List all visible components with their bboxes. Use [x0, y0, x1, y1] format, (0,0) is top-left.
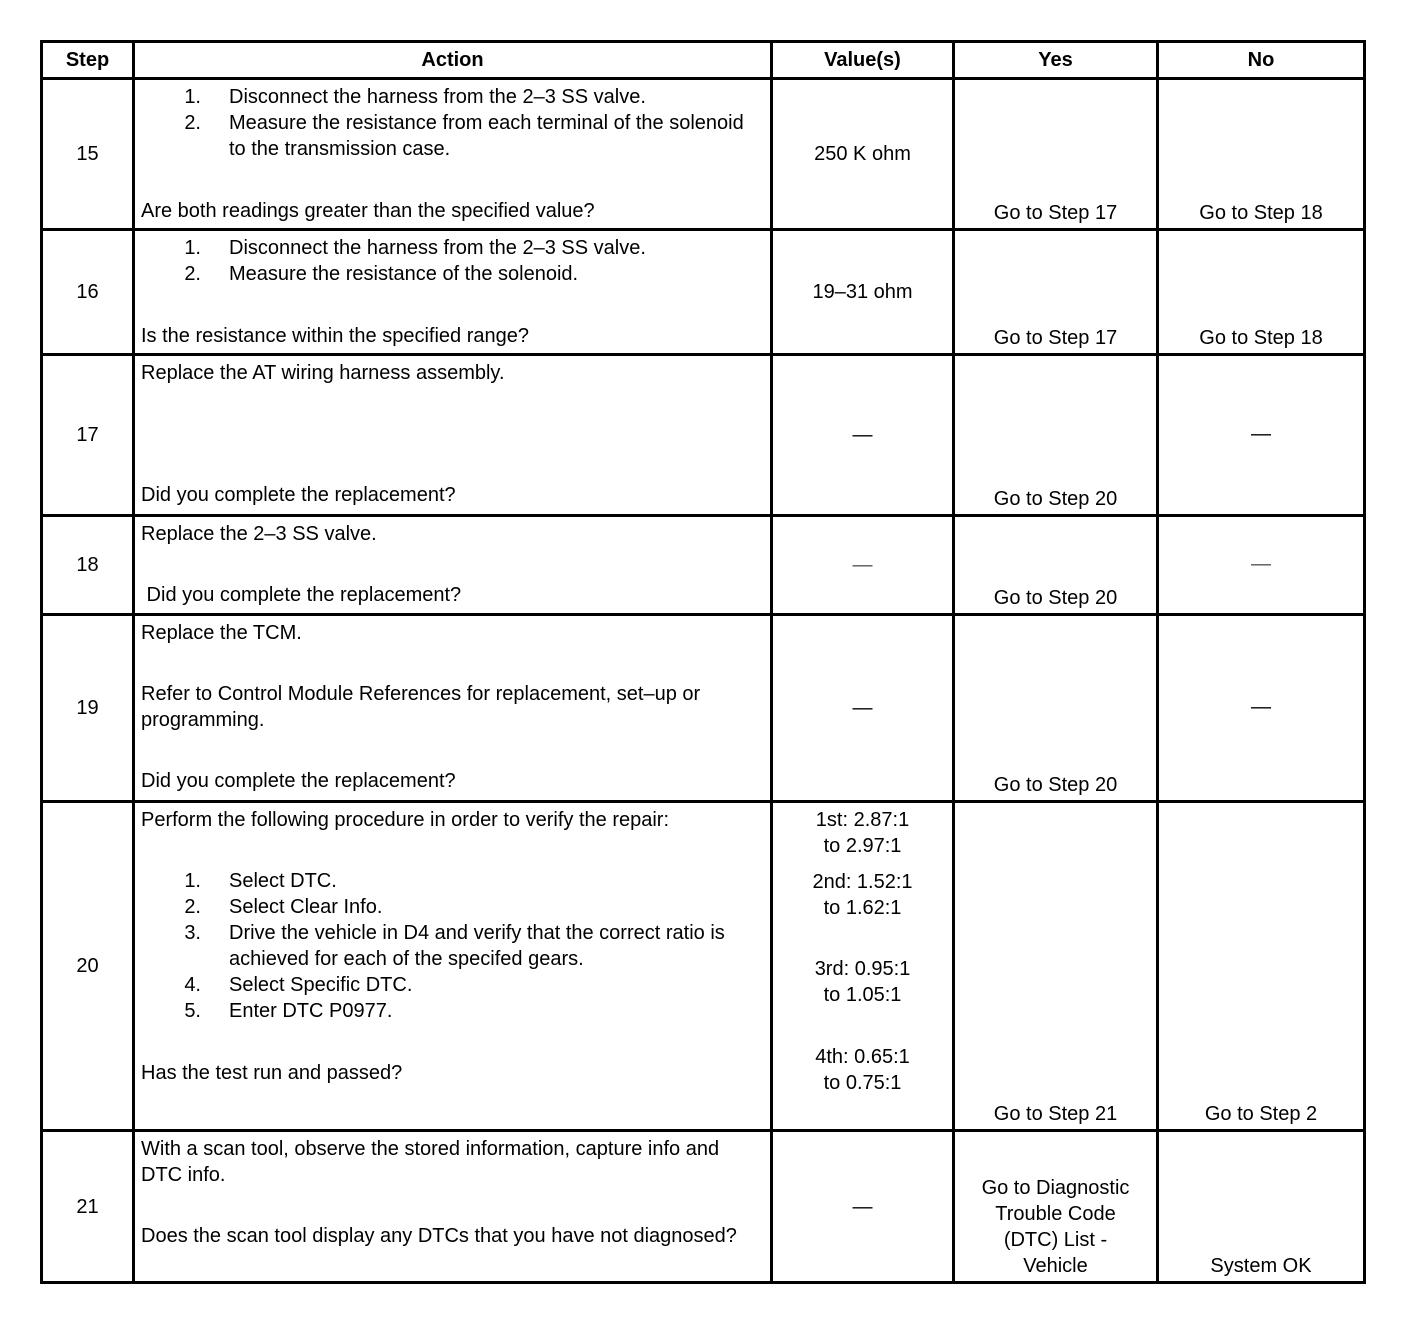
action-intro: Replace the AT wiring harness assembly. — [141, 362, 505, 384]
value-text: 19–31 ohm — [812, 281, 913, 303]
diagnostic-table — [40, 40, 1366, 1284]
list-item: 1. Disconnect the harness from the 2–3 SS valve. — [184, 237, 646, 259]
question: Has the test run and passed? — [141, 1062, 403, 1084]
list-item: 5. Enter DTC P0977. — [184, 1000, 393, 1022]
list-item: 2. Measure the resistance of the solenoid. — [184, 263, 579, 285]
step-number: 18 — [42, 516, 134, 615]
step-number: 16 — [42, 230, 134, 355]
table-row — [42, 615, 1365, 802]
gear-ratio-3rd: 3rd: 0.95:1 to 1.05:1 — [814, 958, 911, 1006]
value-text: 250 K ohm — [814, 143, 911, 165]
value-cell — [772, 1131, 954, 1283]
yes-cell: Go to Step 21 — [954, 802, 1158, 1131]
gear-ratio-4th: 4th: 0.65:1 to 0.75:1 — [815, 1046, 910, 1094]
value-cell — [772, 79, 954, 230]
table-row — [42, 516, 1365, 615]
yes-cell: Go to Step 17 — [954, 79, 1158, 230]
action-cell — [134, 355, 772, 516]
action-intro: Replace the 2–3 SS valve. — [141, 523, 377, 545]
question: Is the resistance within the specified range? — [141, 325, 529, 347]
action-cell — [134, 802, 772, 1131]
value-cell — [772, 516, 954, 615]
no-cell: Go to Step 2 — [1158, 802, 1365, 1131]
no-cell: Go to Step 18 — [1158, 230, 1365, 355]
table-row — [42, 802, 1365, 1131]
value-cell — [772, 230, 954, 355]
action-cell — [134, 615, 772, 802]
list-item: 2. Select Clear Info. — [184, 896, 383, 918]
value-text: — — [852, 697, 873, 719]
step-number: 17 — [42, 355, 134, 516]
list-item: 2. Measure the resistance from each terminal of the solenoid to the transmission case. — [184, 112, 744, 160]
question: Did you complete the replacement? — [141, 484, 456, 506]
action-reference: Refer to Control Module References for replacement, set–up or programming. — [141, 683, 701, 731]
step-number: 21 — [42, 1131, 134, 1283]
header-no: No — [1158, 42, 1365, 79]
header-yes: Yes — [954, 42, 1158, 79]
header-action: Action — [134, 42, 772, 79]
dtc-list-link: Go to Diagnostic Trouble Code (DTC) List - Vehicle — [981, 1177, 1130, 1277]
value-text: — — [852, 1195, 873, 1218]
value-cell — [772, 802, 954, 1131]
list-item: 1. Select DTC. — [184, 870, 337, 892]
value-cell — [772, 615, 954, 802]
action-cell — [134, 79, 772, 230]
yes-cell: Go to Step 20 — [954, 355, 1158, 516]
table-row — [42, 79, 1365, 230]
step-number: 19 — [42, 615, 134, 802]
list-item: 4. Select Specific DTC. — [184, 974, 413, 996]
gear-ratio-1st: 1st: 2.87:1 to 2.97:1 — [815, 809, 910, 857]
gear-ratio-2nd: 2nd: 1.52:1 to 1.62:1 — [812, 871, 913, 919]
action-steps — [141, 868, 762, 1024]
yes-cell — [954, 1131, 1158, 1283]
no-cell: Go to Step 18 — [1158, 79, 1365, 230]
value-cell — [772, 355, 954, 516]
value-text: — — [852, 424, 873, 446]
list-item: 3. Drive the vehicle in D4 and verify that the correct ratio is achieved for each of the specifed gears. — [184, 922, 725, 970]
header-step: Step — [42, 42, 134, 79]
header-row — [42, 42, 1365, 79]
action-steps — [141, 235, 762, 287]
table-row — [42, 230, 1365, 355]
question: Are both readings greater than the specified value? — [141, 200, 595, 222]
yes-cell: Go to Step 20 — [954, 615, 1158, 802]
step-number: 20 — [42, 802, 134, 1131]
action-intro: Perform the following procedure in order to verify the repair: — [141, 809, 670, 831]
question: Does the scan tool display any DTCs that you have not diagnosed? — [141, 1225, 737, 1247]
no-cell: — — [1158, 516, 1365, 615]
question: Did you complete the replacement? — [141, 584, 462, 606]
header-values: Value(s) — [772, 42, 954, 79]
value-text: — — [852, 554, 873, 576]
action-cell — [134, 1131, 772, 1283]
step-number: 15 — [42, 79, 134, 230]
action-cell — [134, 230, 772, 355]
action-cell — [134, 516, 772, 615]
no-cell: — — [1158, 355, 1365, 516]
yes-cell: Go to Step 17 — [954, 230, 1158, 355]
action-steps — [141, 84, 762, 162]
action-intro: With a scan tool, observe the stored information, capture info and DTC info. — [141, 1138, 720, 1186]
table-row — [42, 355, 1365, 516]
no-cell: — — [1158, 615, 1365, 802]
action-intro: Replace the TCM. — [141, 622, 302, 644]
yes-cell: Go to Step 20 — [954, 516, 1158, 615]
no-cell: System OK — [1158, 1131, 1365, 1283]
list-item: 1. Disconnect the harness from the 2–3 SS valve. — [184, 86, 646, 108]
table-row — [42, 1131, 1365, 1283]
question: Did you complete the replacement? — [141, 770, 456, 792]
